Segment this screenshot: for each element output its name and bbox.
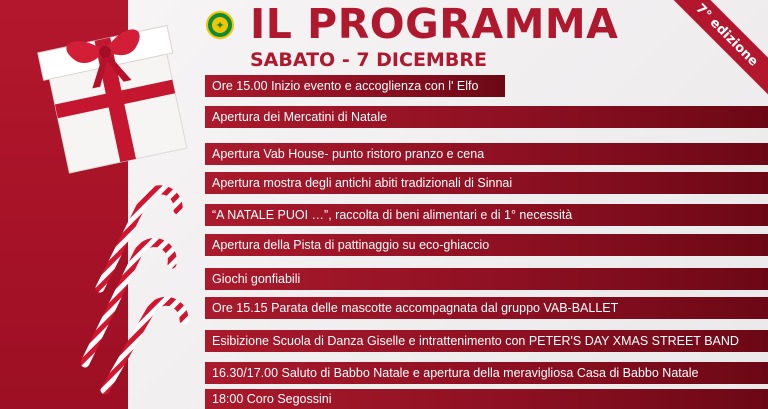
logo-emblem-icon: ✦ <box>212 17 228 33</box>
page-subtitle: SABATO - 7 DICEMBRE <box>250 49 487 71</box>
program-item <box>205 297 768 319</box>
program-item-text: Apertura della Pista di pattinaggio su eco-ghiaccio <box>212 238 490 252</box>
program-item <box>205 143 768 165</box>
program-item <box>205 330 768 352</box>
program-item-text: Giochi gonfiabili <box>212 272 301 286</box>
program-item <box>205 172 768 194</box>
program-item-text: Ore 15.00 Inizio evento e accoglienza con l' Elfo <box>212 79 479 93</box>
program-item <box>205 234 768 256</box>
program-item-text: Apertura mostra degli antichi abiti tradizionali di Sinnai <box>212 176 513 190</box>
program-item <box>205 106 768 128</box>
program-item-text: Ore 15.15 Parata delle mascotte accompagnata dal gruppo VAB-BALLET <box>212 301 619 315</box>
program-item <box>205 75 505 97</box>
program-item-text: 18:00 Coro Segossini <box>212 392 332 406</box>
edition-ribbon-label: 7° edizione <box>665 0 768 97</box>
program-item-text: Esibizione Scuola di Danza Giselle e intrattenimento con PETER'S DAY XMAS STREET BAND <box>212 334 739 348</box>
program-item-text: 16.30/17.00 Saluto di Babbo Natale e apertura della meravigliosa Casa di Babbo Natale <box>212 366 699 380</box>
program-item <box>205 268 768 290</box>
program-item-text: “A NATALE PUOI …”, raccolta di beni alimentari e di 1° necessità <box>212 208 573 222</box>
program-item-text: Apertura Vab House- punto ristoro pranzo e cena <box>212 147 485 161</box>
program-item-text: Apertura dei Mercatini di Natale <box>212 110 388 124</box>
program-item <box>205 362 768 384</box>
program-item <box>205 204 768 226</box>
page-title: IL PROGRAMMA <box>250 0 619 48</box>
program-item <box>205 389 768 409</box>
